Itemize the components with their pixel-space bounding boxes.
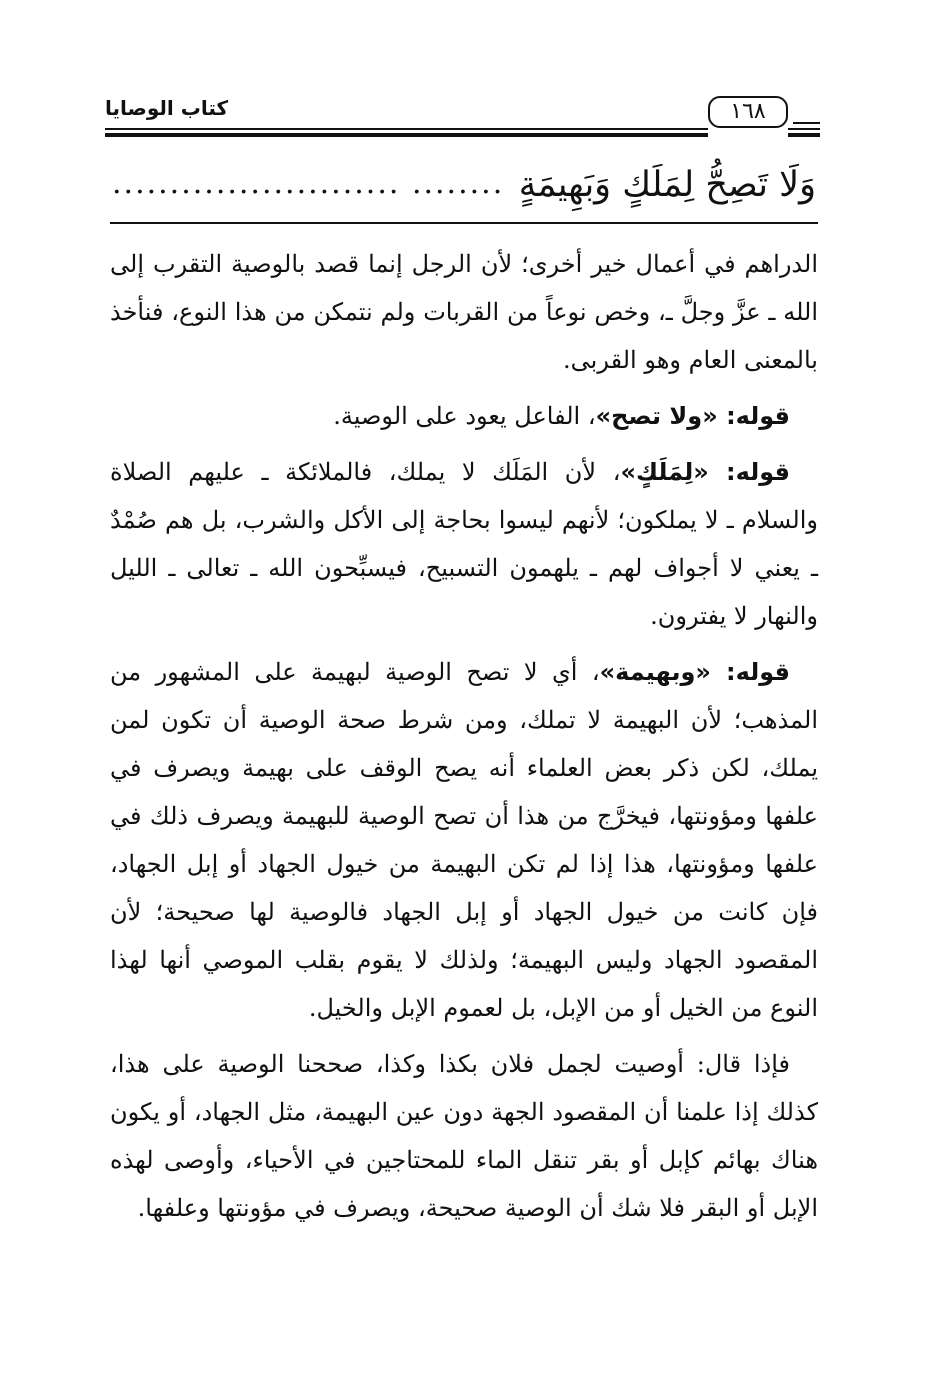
paragraph-4 [110,648,818,1032]
page-number: ١٦٨ [708,96,788,128]
commentary-body [110,240,818,1240]
paragraph-5 [110,1040,818,1232]
paragraph-1-text: الدراهم في أعمال خير أخرى؛ لأن الرجل إنما قصد بالوصية التقرب إلى الله ـ عزَّ وجلَّ ـ، وخص نوعاً من القربات ولم نتمكن من هذا النوع، فنأخذ بالمعنى العام وهو القربى. [110,250,818,374]
header-rule-top [105,128,708,130]
header-rule-thick [105,133,708,137]
paragraph-5-text: فإذا قال: أوصيت لجمل فلان بكذا وكذا، صححنا الوصية على هذا، كذلك إذا علمنا أن المقصود الجهة دون عين البهيمة، مثل الجهاد، أو يكون هناك بهائم كإبل أو بقر تنقل الماء للمحتاجين في الأحياء، وأوصى لهذه الإبل أو البقر فلا شك أن الوصية صحيحة، ويصرف في مؤونتها وعلفها. [110,1050,819,1222]
paragraph-1 [110,240,818,384]
header-rule-right-3 [793,122,820,124]
paragraph-2 [110,392,818,440]
book-title: كتاب الوصايا [105,96,229,120]
paragraph-4-lead: قوله: «وبهيمة» [599,658,790,686]
paragraph-2-text: ، الفاعل يعود على الوصية. [333,402,596,430]
header-rule-right-2 [788,133,820,137]
paragraph-3-text: ، لأن المَلَك لا يملك، فالملائكة ـ عليهم الصلاة والسلام ـ لا يملكون؛ لأنهم ليسوا بحاجة إلى الأكل والشرب، بل هم صُمْدٌ ـ يعني لا أجواف لهم ـ يلهمون التسبيح، فيسبِّحون الله ـ تعالى ـ الليل والنهار لا يفترون. [110,458,818,630]
matn-dots: ......................... ........ [112,166,505,201]
paragraph-4-text: ، أي لا تصح الوصية لبهيمة على المشهور من المذهب؛ لأن البهيمة لا تملك، ومن شرط صحة الوصية أن تكون لمن يملك، لكن ذكر بعض العلماء أنه يصح الوقف على بهيمة ويصرف في علفها ومؤونتها، فيخرَّج من هذا أن تصح الوصية للبهيمة ويصرف ذلك في علفها ومؤونتها، هذا إذا لم تكن البهيمة من خيول الجهاد أو إبل الجهاد، فإن كانت من خيول الجهاد أو إبل الجهاد فالوصية لها صحيحة؛ لأن المقصود الجهاد وليس البهيمة؛ ولذلك لا يقوم بقلب الموصي أنها لهذا النوع من الخيل أو من الإبل، بل لعموم الإبل والخيل. [110,658,818,1022]
header-rule-right-1 [788,128,820,130]
paragraph-2-lead: قوله: «ولا تصح» [595,402,790,430]
matn-text: وَلَا تَصِحُّ لِمَلَكٍ وَبَهِيمَةٍ [518,165,816,205]
running-header [105,92,820,142]
matn-divider [110,222,818,224]
paragraph-3-lead: قوله: «لِمَلَكٍ» [620,458,790,486]
paragraph-3 [110,448,818,640]
